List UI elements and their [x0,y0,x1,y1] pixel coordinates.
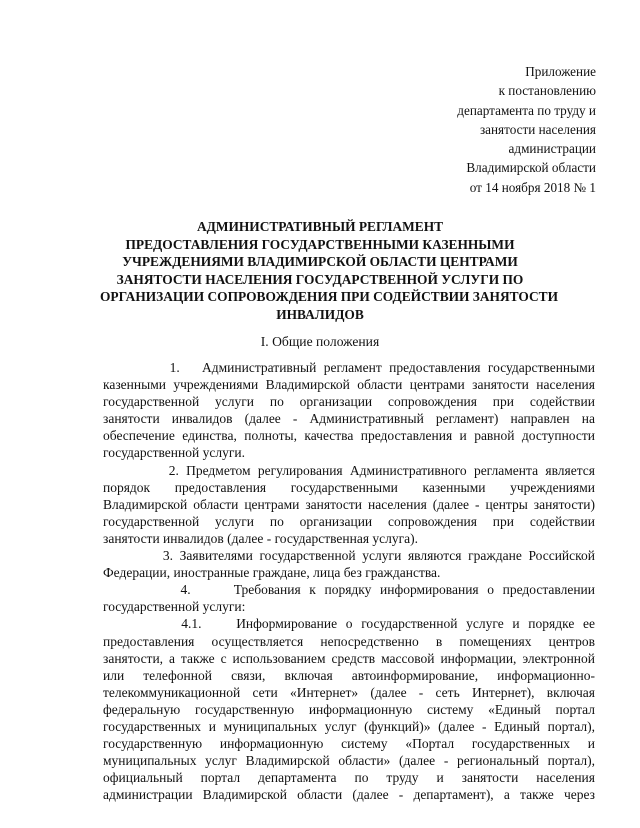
body-line: 3. Заявителями государственной услуги являются граждане Российской [103,548,595,564]
body-line: занятости инвалидов (далее - государственная услуга). [103,530,419,546]
body-line: порядок предоставления государственными казенными учреждениями [103,479,595,495]
body-line: или телефонной связи, включая автоинформирование, информационно- [103,667,595,683]
body-line: 4. Требования к порядку информирования о предоставлении [103,582,595,598]
body-line: обеспечение единства, полноты, качества предоставления и равной доступности [103,428,595,444]
title-line: ОРГАНИЗАЦИИ СОПРОВОЖДЕНИЯ ПРИ СОДЕЙСТВИИ ЗАНЯТОСТИ [100,289,558,305]
body-line: государственной услуги по организации сопровождения при содействии [103,513,595,529]
body-line: Федерации, иностранные граждане, лица без гражданства. [103,565,441,581]
body-line: предоставления осуществляется непосредственно в помещениях центров [103,633,595,649]
body-line: телекоммуникационной сети «Интернет» (далее - сеть Интернет), включая [103,684,595,700]
body-line: Владимирской области центрами занятости населения (далее - центры занятости) [103,496,595,512]
appendix-block [406,62,596,197]
appendix-line: департамента по труду и [457,102,596,118]
appendix-line: Владимирской области [466,160,596,176]
body-line: государственную информационную систему «Портал государственных и [103,736,595,752]
appendix-line: от 14 ноября 2018 № 1 [469,179,596,195]
body-line: казенными учреждениями Владимирской области центрами занятости населения [103,377,595,393]
title-line: ПРЕДОСТАВЛЕНИЯ ГОСУДАРСТВЕННЫМИ КАЗЕННЫМИ [125,236,515,252]
body-line: 2. Предметом регулирования Административного регламента является [103,462,595,478]
section-heading: I. Общие положения [260,334,380,349]
body-line: муниципальных услуг Владимирской области» (далее - региональный портал), [103,753,595,769]
title-line: ИНВАЛИДОВ [276,306,364,322]
body-line: федеральную государственную информационную систему «Единый портал [103,701,595,717]
body-line: администрации Владимирской области (далее - департамент), а также через [103,787,595,803]
appendix-line: Приложение [525,64,596,79]
body-line: 4.1. Информирование о государственной услуге и порядке ее [103,616,595,632]
body-line: государственной услуги. [103,445,245,461]
title-line: УЧРЕЖДЕНИЯМИ ВЛАДИМИРСКОЙ ОБЛАСТИ ЦЕНТРАМИ [122,254,518,270]
body-line: государственной услуги: [103,599,246,615]
appendix-line: занятости населения [479,121,596,137]
document-title [100,218,558,324]
body-text [103,357,595,803]
body-line: государственной услуги по организации сопровождения при содействии [103,394,595,410]
body-line: 1. Административный регламент предоставления государственными [103,360,595,375]
body-line: занятости инвалидов (далее - Административный регламент) направлен на [103,411,595,427]
body-line: официальный портал департамента по труду и занятости населения [103,770,595,786]
title-line: АДМИНИСТРАТИВНЫЙ РЕГЛАМЕНТ [196,219,444,234]
body-line: занятости, а также с использованием средств массовой информации, электронной [103,650,595,666]
title-line: ЗАНЯТОСТИ НАСЕЛЕНИЯ ГОСУДАРСТВЕННОЙ УСЛУГИ ПО [116,271,524,287]
body-line: государственных и муниципальных услуг (функций)» (далее - Единый портал), [103,718,595,734]
appendix-line: к постановлению [498,83,596,99]
appendix-line: администрации [508,141,596,157]
